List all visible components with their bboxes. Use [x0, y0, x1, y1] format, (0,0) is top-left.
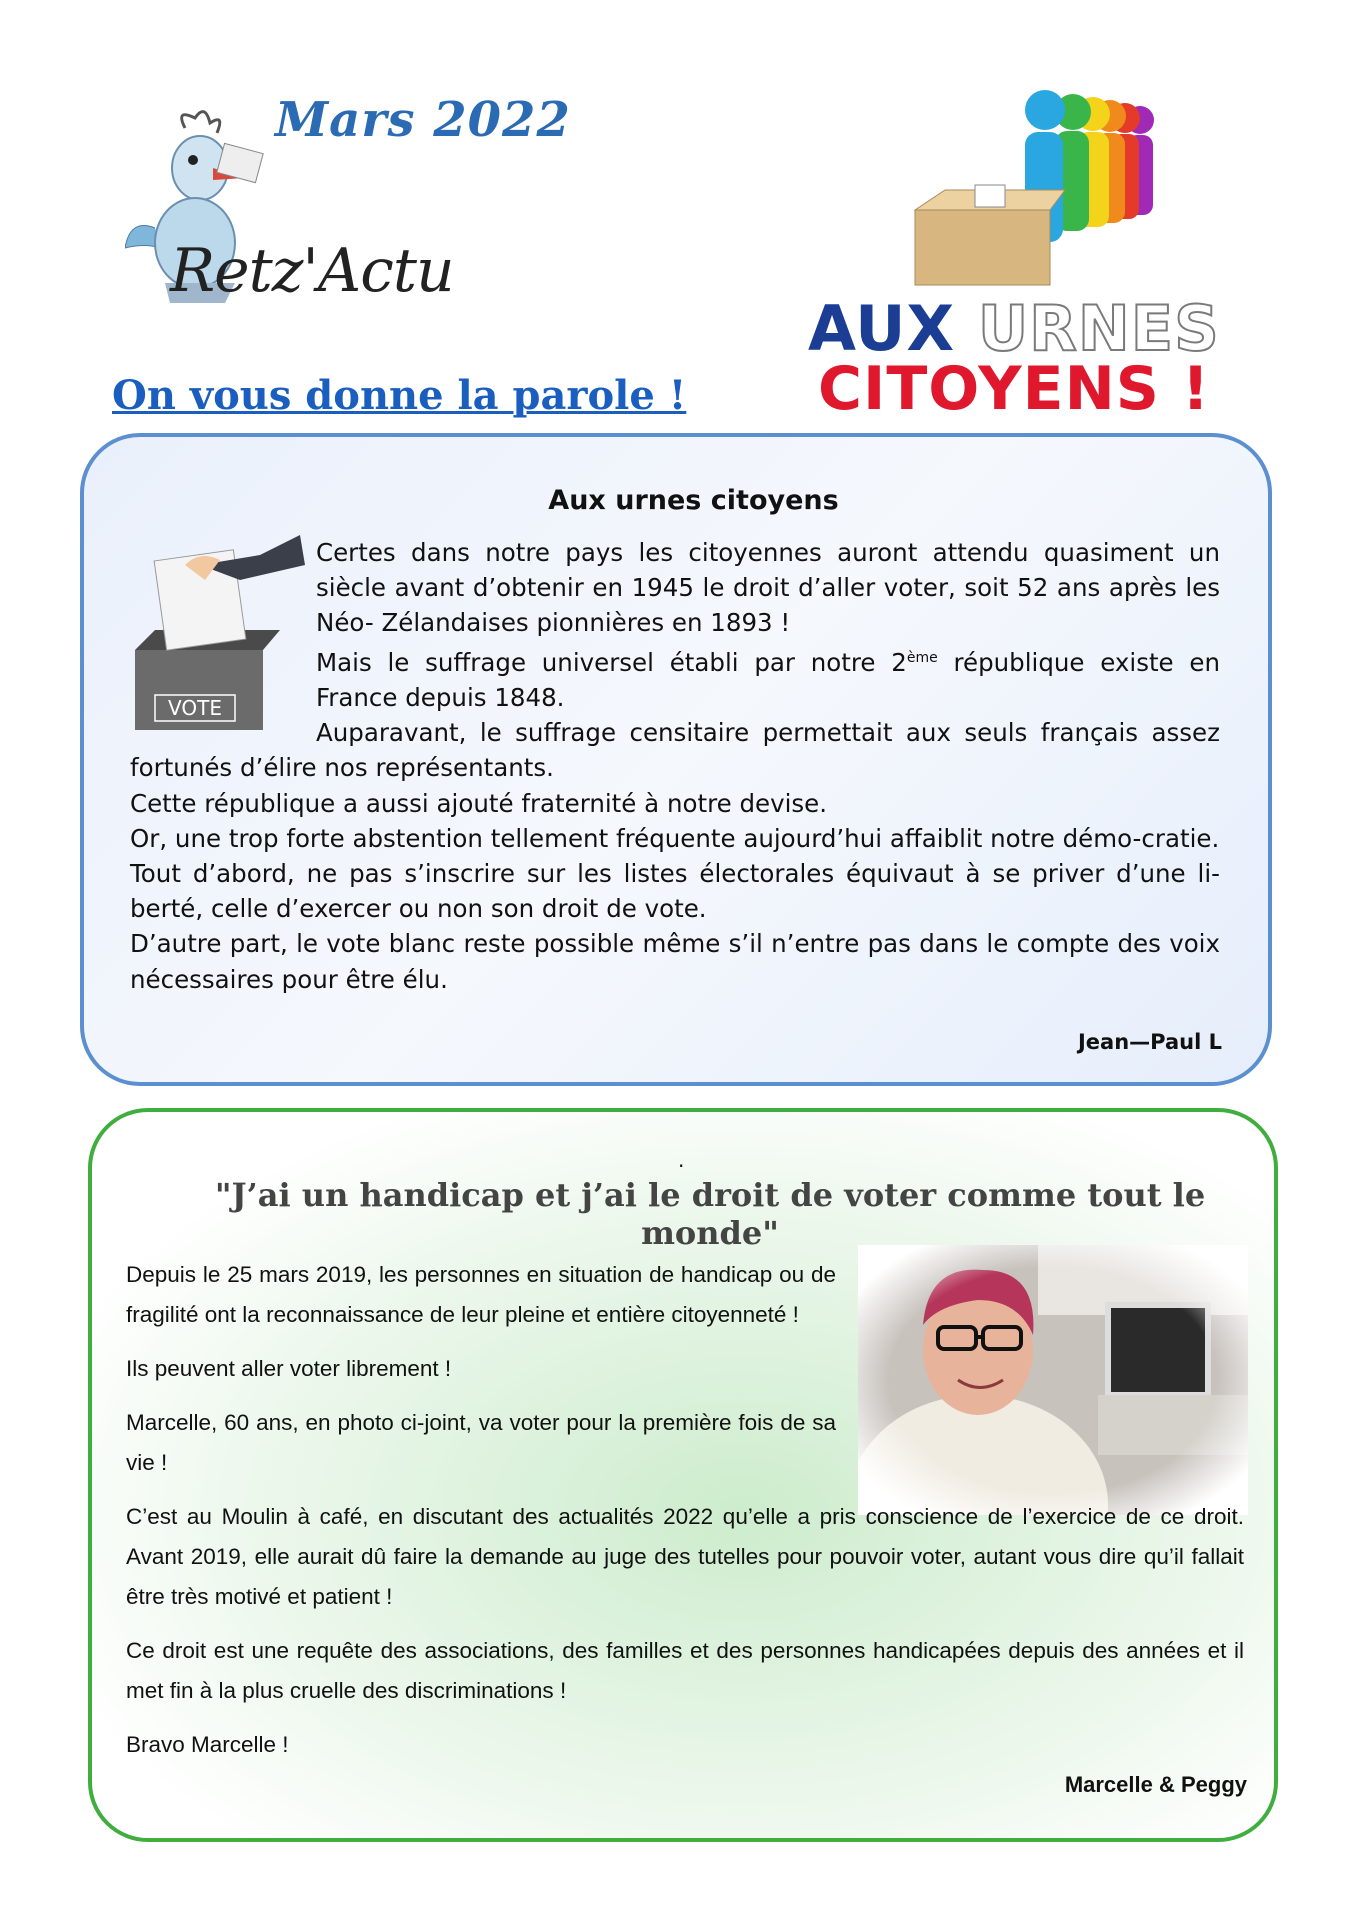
stray-dot: . [678, 1148, 685, 1172]
article1-paragraph: Auparavant, le suffrage censitaire permettait aux seuls français assez fortunés d’élire nos représentants. [130, 718, 1220, 783]
article2-signature: Marcelle & Peggy [1064, 1772, 1247, 1797]
ballot-box-label: VOTE [168, 696, 222, 720]
article2-body [126, 1255, 1244, 1779]
article2-paragraph: Depuis le 25 mars 2019, les personnes en situation de handicap ou de fragilité ont la reconnaissance de leur pleine et entière citoyenneté ! [126, 1262, 836, 1327]
ballot-box-icon [130, 535, 316, 730]
banner-citoyens: CITOYENS ! [818, 354, 1211, 424]
newsletter-logo-text: Retz'Actu [170, 236, 454, 306]
issue-date: Mars 2022 [275, 92, 571, 148]
article1-paragraph: Or, une trop forte abstention tellement fréquente aujourd’hui affaiblit notre démo-cratie. [130, 823, 1220, 853]
article1-signature: Jean—Paul L [1077, 1030, 1222, 1054]
article1-paragraph: Tout d’abord, ne pas s’inscrire sur les listes électorales équivaut à se priver d’une li-berté, celle d’exercer ou non son droit de vote. [130, 858, 1220, 924]
section-headline: On vous donne la parole ! [112, 372, 687, 419]
banner-urnes: URNES [977, 292, 1220, 365]
article1-paragraph: Certes dans notre pays les citoyennes auront attendu quasiment un siècle avant d’obtenir en 1945 le droit d’aller voter, soit 52 ans après les Néo- Zélandaises pionnières en 1893 ! [316, 538, 1220, 638]
article1-body [130, 535, 1220, 997]
article1-paragraph: D’autre part, le vote blanc reste possible même s’il n’entre pas dans le compte des voix nécessaires pour être élu. [130, 929, 1220, 994]
article1-title: Aux urnes citoyens [548, 485, 839, 516]
banner-aux-urnes [808, 292, 1220, 365]
article2-paragraph: C’est au Moulin à café, en discutant des actualités 2022 qu’elle a pris conscience de l’exercice de ce droit. Avant 2019, elle aurait dû faire la demande au juge des tutelles pour pouvoir voter, autant vous dire qu’il fallait être très motivé et patient ! [126, 1504, 1244, 1609]
article2-paragraph: Bravo Marcelle ! [126, 1732, 289, 1757]
article1-paragraph: Cette république a aussi ajouté fraternité à notre devise. [130, 788, 828, 818]
banner-aux: AUX [808, 292, 956, 365]
article2-paragraph: Ils peuvent aller voter librement ! [126, 1356, 452, 1381]
article2-paragraph: Marcelle, 60 ans, en photo ci-joint, va voter pour la première fois de sa vie ! [126, 1410, 836, 1475]
article2-paragraph: Ce droit est une requête des associations, des familles et des personnes handicapées depuis des années et il met fin à la plus cruelle des discriminations ! [126, 1638, 1244, 1703]
voters-queue-illustration [905, 90, 1170, 290]
article1-paragraph: Mais le suffrage universel établi par notre 2ème république existe en France depuis 1848. [316, 647, 1221, 712]
article2-title: "J’ai un handicap et j’ai le droit de voter comme tout le monde" [214, 1176, 1206, 1252]
